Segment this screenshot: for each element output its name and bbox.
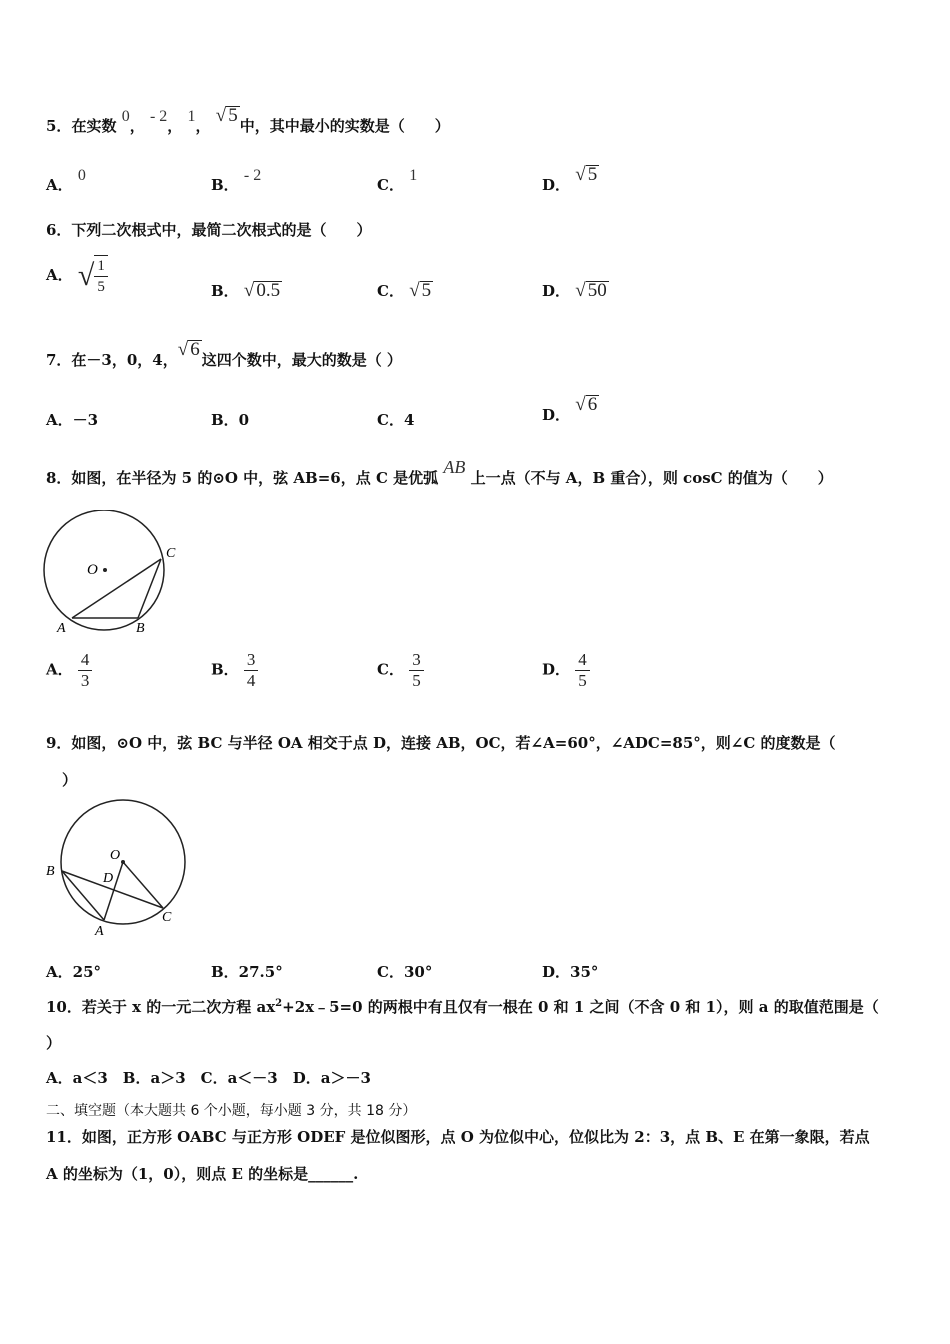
label-c: C (162, 910, 172, 925)
q5-option-c: C． 1 (377, 167, 418, 194)
label-a: A (57, 621, 66, 636)
circle-figure-q9 (42, 795, 192, 943)
chord-ac (72, 559, 161, 618)
fraction: $\frac{3}{5}$ (409, 650, 424, 691)
label-a: A (95, 924, 104, 939)
fraction: $\frac{1}{5}$ (94, 255, 108, 297)
fraction: $\frac{4}{5}$ (575, 650, 590, 691)
q11-line1: 11．如图，正方形 OABC 与正方形 ODEF 是位似图形，点 O 为位似中心，位似比为 2：3，点 B、E 在第一象限，若点 (46, 1128, 870, 1146)
q9-stem: 9．如图，⊙O 中，弦 BC 与半径 OA 相交于点 D，连接 AB，OC，若∠A=60°，∠ADC=85°，则∠C 的度数是（ (46, 734, 836, 752)
q6-option-b: B． √ 0.5 (211, 280, 281, 301)
q5-stem: 5．在实数 0， - 2， 1， √ 5 中，其中最小的实数是（ ） (46, 105, 450, 135)
q7-option-c: C．4 (377, 411, 415, 429)
q7-option-a: A．－3 (46, 411, 99, 429)
sqrt-expression: √ 6 (177, 339, 200, 360)
q6-option-d: D． √ 50 (542, 280, 607, 301)
label-d: D (103, 871, 114, 886)
sqrt-expression: √ 5 (575, 164, 598, 185)
sqrt-expression: √ 5 (409, 280, 432, 301)
q9-option-a: A．25° (46, 963, 102, 981)
q8-stem: 8．如图，在半径为 5 的⊙O 中，弦 AB=6，点 C 是优弧 AB 上一点（不与 A，B 重合），则 cosC 的值为（ ） (46, 457, 833, 487)
q8-option-d: D． $\frac{4}{5}$ (542, 650, 590, 691)
q8-option-a: A． $\frac{4}{3}$ (46, 650, 92, 691)
circle-figure-q8 (42, 510, 182, 640)
label-c: C (166, 546, 176, 561)
section-title: 二、填空题（本大题共 6 个小题，每小题 3 分，共 18 分） (46, 1103, 417, 1119)
sqrt-expression: √ 50 (575, 280, 607, 301)
fraction: $\frac{4}{3}$ (78, 650, 93, 691)
label-o: O (110, 848, 121, 863)
q7-option-d: D． √ 6 (542, 394, 598, 424)
sqrt-expression: √ 6 (575, 394, 598, 415)
arc-ab: AB (443, 457, 466, 477)
q9-stem-end: ） (62, 771, 78, 789)
q6-option-a: A． √ $\frac{1}{5}$ (46, 255, 108, 297)
q5-option-b: B． - 2 (211, 167, 262, 194)
q11-line2: A 的坐标为（1，0），则点 E 的坐标是______. (46, 1165, 359, 1183)
q9-option-b: B．27.5° (211, 963, 283, 981)
q7-option-b: B．0 (211, 411, 250, 429)
q9-option-d: D．35° (542, 963, 599, 981)
q5-option-d: D． √ 5 (542, 164, 598, 194)
q8-option-c: C． $\frac{3}{5}$ (377, 650, 424, 691)
sqrt-expression: √ 5 (215, 105, 238, 126)
label-o: O (87, 562, 98, 578)
label-b: B (136, 621, 145, 636)
sqrt-expression: √ (77, 259, 95, 292)
q6-stem: 6．下列二次根式中，最简二次根式的是（ ） (46, 221, 372, 239)
center-point (121, 860, 125, 864)
q6-option-c: C． √ 5 (377, 280, 432, 301)
fraction: $\frac{3}{4}$ (244, 650, 259, 691)
q5-option-a: A． 0 (46, 167, 86, 194)
label-b: B (46, 864, 55, 879)
sqrt-expression: √ 0.5 (243, 280, 281, 301)
q10-stem: 10．若关于 x 的一元二次方程 $ax^2+2x﹣5=0$ 的两根中有且仅有一根在 0 和 1 之间（不含 0 和 1），则 a 的取值范围是（ (46, 998, 879, 1016)
q9-option-c: C．30° (377, 963, 433, 981)
q7-stem: 7．在－3，0，4，√ 6 这四个数中，最大的数是（ ） (46, 339, 402, 369)
q10-options: A．a＜3 B．a＞3 C．a＜－3 D．a＞－3 (46, 1069, 371, 1087)
center-point (103, 568, 107, 572)
q10-stem-end: ） (46, 1034, 62, 1052)
q8-option-b: B． $\frac{3}{4}$ (211, 650, 258, 691)
